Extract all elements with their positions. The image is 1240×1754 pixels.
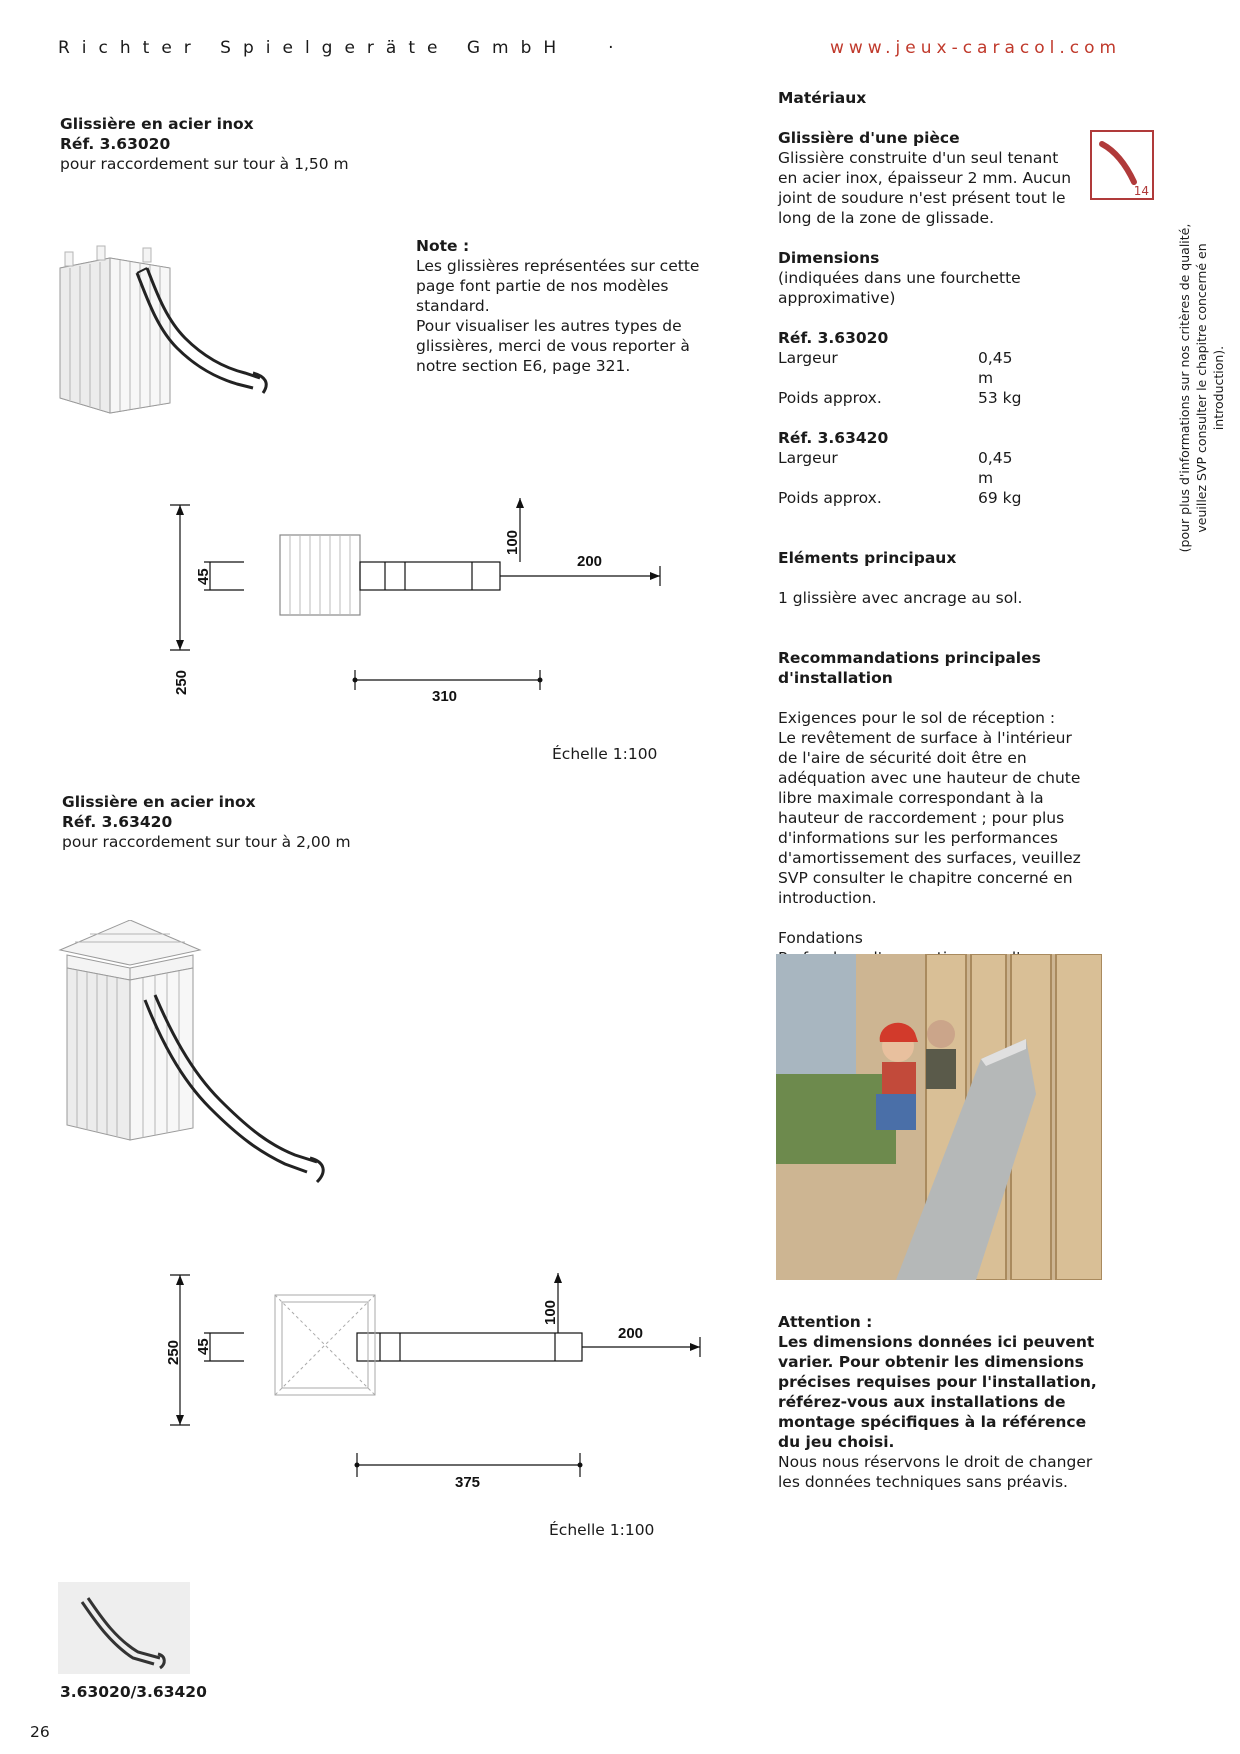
dim-row: Largeur 0,45 m xyxy=(778,349,1013,387)
install-line: de l'aire de sécurité doit être en xyxy=(778,749,1027,767)
materials-subheading: Glissière d'une pièce xyxy=(778,129,960,147)
elements-heading: Eléments principaux xyxy=(778,549,957,567)
note-line: standard. xyxy=(416,297,490,315)
install-line: hauteur de raccordement ; pour plus xyxy=(778,809,1065,827)
scale-label-1: Échelle 1:100 xyxy=(552,745,658,763)
foundations-title: Fondations xyxy=(778,929,863,947)
dimensions-heading: Dimensions xyxy=(778,249,880,267)
dim-250: 250 xyxy=(173,669,190,695)
slide-illustration-1 xyxy=(55,228,305,448)
plan-drawing-2 xyxy=(160,1265,720,1505)
dim-row: Largeur 0,45 m xyxy=(778,449,1013,487)
note-line: page font partie de nos modèles xyxy=(416,277,669,295)
install-line: Le revêtement de surface à l'intérieur xyxy=(778,729,1072,747)
note-line: Les glissières représentées sur cette xyxy=(416,257,700,275)
stainless-badge xyxy=(1090,130,1154,200)
elements-text: 1 glissière avec ancrage au sol. xyxy=(778,589,1023,607)
dimensions-line: (indiquées dans une fourchette xyxy=(778,269,1021,287)
dim-100: 100 xyxy=(542,1299,559,1325)
dim-100: 100 xyxy=(504,529,521,555)
product2-ref: Réf. 3.63420 xyxy=(62,813,173,831)
materials-line: joint de soudure n'est présent tout le xyxy=(778,189,1066,207)
side-note xyxy=(1176,208,1227,568)
slide-illustration-2 xyxy=(55,920,355,1200)
install-heading: Recommandations principales xyxy=(778,649,1041,667)
dimensions-line: approximative) xyxy=(778,289,896,307)
install-line: SVP consulter le chapitre concerné en xyxy=(778,869,1073,887)
dim-ref: Réf. 3.63020 xyxy=(778,329,889,347)
photo-scene xyxy=(776,954,1102,1280)
dim-ref: Réf. 3.63420 xyxy=(778,429,889,447)
product2-header xyxy=(62,792,351,852)
install-line: Exigences pour le sol de réception : xyxy=(778,709,1056,727)
right-column xyxy=(778,88,1098,988)
product2-desc: pour raccordement sur tour à 2,00 m xyxy=(62,833,351,851)
attention-line: Les dimensions données ici peuvent xyxy=(778,1333,1095,1351)
attention-line: Nous nous réservons le droit de changer xyxy=(778,1453,1093,1471)
materials-heading: Matériaux xyxy=(778,89,867,107)
attention-line: précises requises pour l'installation, xyxy=(778,1373,1097,1391)
dim-45: 45 xyxy=(195,568,212,585)
dim-310: 310 xyxy=(432,688,458,705)
side-note-line: (pour plus d'informations sur nos critères de qualité, xyxy=(1177,223,1192,553)
note-block xyxy=(416,236,699,376)
dim-45: 45 xyxy=(195,1338,212,1355)
product-thumbnail xyxy=(58,1582,190,1674)
attention-line: montage spécifiques à la référence xyxy=(778,1413,1087,1431)
materials-line: Glissière construite d'un seul tenant xyxy=(778,149,1059,167)
dim-375: 375 xyxy=(455,1474,481,1491)
note-title: Note : xyxy=(416,237,470,255)
attention-line: référez-vous aux installations de xyxy=(778,1393,1066,1411)
side-note-line: veuillez SVP consulter le chapitre concerné en introduction). xyxy=(1194,243,1226,533)
dim-200: 200 xyxy=(577,553,603,570)
attention-line: du jeu choisi. xyxy=(778,1433,895,1451)
scale-label-2: Échelle 1:100 xyxy=(549,1521,655,1539)
company-name: Richter Spielgeräte GmbH · xyxy=(58,38,626,58)
plan-drawing-1 xyxy=(160,490,680,730)
install-line: libre maximale correspondant à la xyxy=(778,789,1044,807)
page-number: 26 xyxy=(30,1723,50,1741)
attention-title: Attention : xyxy=(778,1313,873,1331)
dim-200: 200 xyxy=(618,1325,644,1342)
product1-title: Glissière en acier inox xyxy=(60,115,254,133)
materials-line: long de la zone de glissade. xyxy=(778,209,995,227)
attention-block xyxy=(778,1312,1098,1492)
product1-ref: Réf. 3.63020 xyxy=(60,135,171,153)
attention-line: les données techniques sans préavis. xyxy=(778,1473,1068,1491)
product1-header xyxy=(60,114,349,174)
product2-title: Glissière en acier inox xyxy=(62,793,256,811)
materials-line: en acier inox, épaisseur 2 mm. Aucun xyxy=(778,169,1072,187)
install-line: introduction. xyxy=(778,889,877,907)
website-link[interactable]: www.jeux-caracol.com xyxy=(830,38,1122,58)
note-line: notre section E6, page 321. xyxy=(416,357,631,375)
footer-refs: 3.63020/3.63420 xyxy=(60,1683,207,1701)
install-line: d'amortissement des surfaces, veuillez xyxy=(778,849,1081,867)
install-line: d'informations sur les performances xyxy=(778,829,1058,847)
dim-row: Poids approx. 53 kg xyxy=(778,389,1022,407)
playground-photo xyxy=(776,954,1102,1280)
dim-250: 250 xyxy=(165,1339,182,1365)
product1-desc: pour raccordement sur tour à 1,50 m xyxy=(60,155,349,173)
note-line: glissières, merci de vous reporter à xyxy=(416,337,690,355)
attention-line: varier. Pour obtenir les dimensions xyxy=(778,1353,1084,1371)
slide-thumbnail-icon xyxy=(58,1582,190,1674)
note-line: Pour visualiser les autres types de xyxy=(416,317,682,335)
badge-number: 14 xyxy=(1133,184,1149,198)
dim-row: Poids approx. 69 kg xyxy=(778,489,1022,507)
install-line: adéquation avec une hauteur de chute xyxy=(778,769,1081,787)
install-heading: d'installation xyxy=(778,669,893,687)
